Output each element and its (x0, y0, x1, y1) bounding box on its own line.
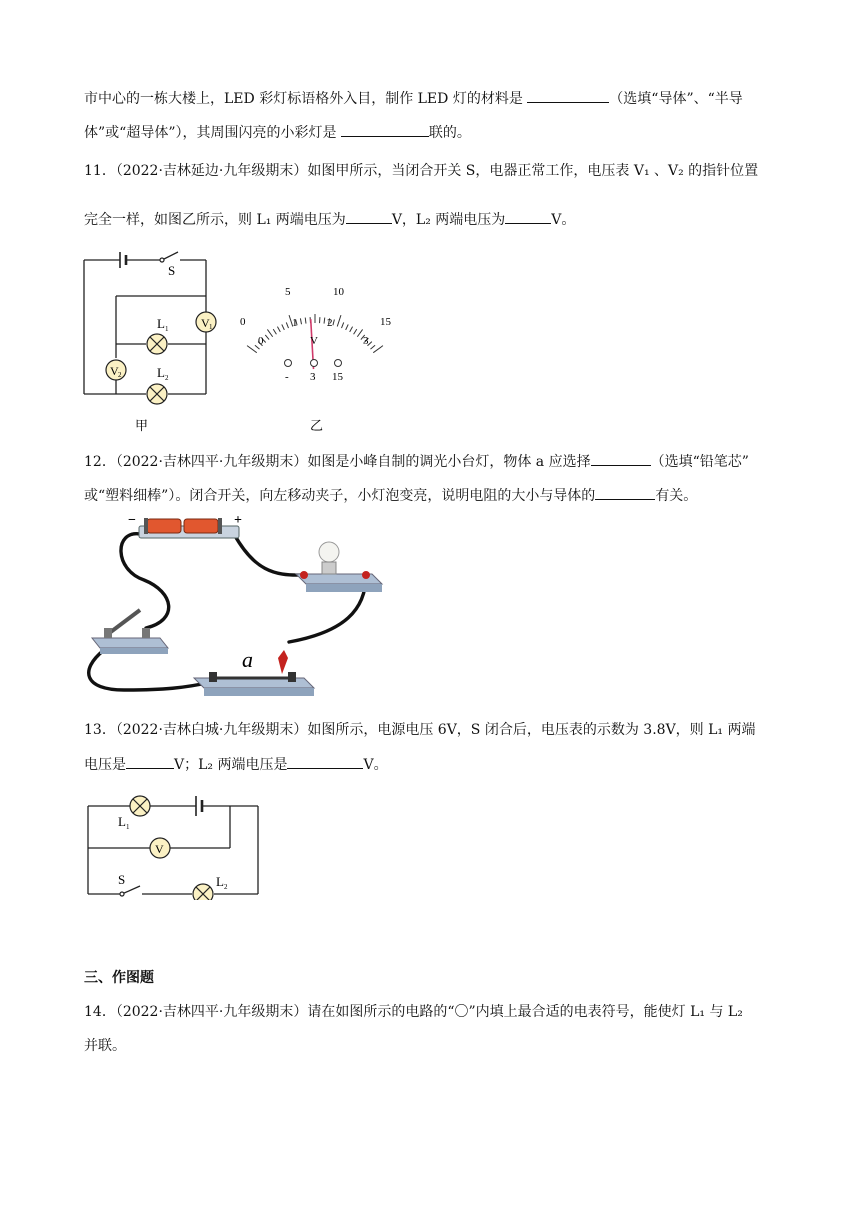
q13-line1 (84, 720, 756, 740)
q14-line2-text: 并联。 (84, 1038, 126, 1054)
fig-b-caption: 乙 (310, 418, 324, 433)
q12-blank-factor (595, 485, 655, 500)
fig-a-caption: 甲 (135, 418, 149, 433)
q10-blank-material (527, 88, 609, 103)
dial-tick (357, 329, 362, 336)
q11-line1-text: 11．（2022·吉林延边·九年级期末）如图甲所示，当闭合开关 S，电器正常工作，电压表 V₁ 、V₂ 的指针位置 (84, 163, 759, 179)
battery-minus-label: − (128, 513, 136, 528)
q14-line1 (84, 1002, 743, 1022)
dial-top-10: 10 (333, 286, 344, 298)
svg-text:L: L (157, 365, 165, 380)
svg-text:L: L (118, 814, 126, 829)
q13-circuit-diagram (84, 790, 264, 900)
q10-line2 (84, 122, 471, 143)
lamp-l1-icon (130, 796, 150, 816)
q13-line2-text-b: V；L₂ 两端电压是 (174, 757, 288, 773)
q11-voltmeter-dial (230, 280, 400, 440)
q11-line2 (84, 209, 575, 230)
dial-tick (273, 329, 276, 334)
terminal-3-label: 3 (310, 371, 316, 383)
dial-top-15: 15 (380, 316, 391, 328)
dial-tick (324, 318, 325, 324)
voltmeter-v2-icon (106, 360, 126, 380)
q12-line1 (84, 451, 749, 472)
lamp-l2-icon (193, 884, 213, 900)
lamp-l1-icon (147, 334, 167, 354)
dial-tick (267, 329, 272, 336)
dial-bottom-3: 3 (363, 335, 369, 347)
q13-line2-text-c: V。 (363, 757, 388, 773)
battery-plus-label: + (234, 513, 242, 528)
q12-line1-text-b: （选填“铅笔芯” (650, 454, 749, 470)
q11-blank-l1-voltage (346, 209, 392, 224)
q12-line1-text-a: 12．（2022·吉林四平·九年级期末）如图是小峰自制的调光小台灯，物体 a 应选择 (84, 454, 591, 470)
q11-line1 (84, 161, 758, 181)
dial-tick (247, 346, 257, 353)
dial-tick (337, 315, 341, 326)
dial-tick (282, 324, 285, 329)
dial-bottom-1: 1 (292, 317, 298, 329)
svg-text:1: 1 (165, 325, 169, 333)
dial-bottom-0: 0 (258, 335, 264, 347)
dial-tick (373, 346, 383, 353)
q10-line1-text-b: （选填“导体”、“半导 (609, 91, 743, 107)
dial-tick (300, 318, 301, 324)
dial-tick (265, 335, 269, 340)
switch-label: S (118, 872, 126, 887)
q12-line2-text-b: 有关。 (655, 488, 698, 504)
dial-tick (286, 322, 288, 328)
svg-text:2: 2 (165, 374, 169, 382)
battery-holder-icon (139, 518, 239, 538)
q12-blank-object (591, 451, 651, 466)
q13-blank-l2 (287, 754, 363, 769)
svg-text:1: 1 (126, 823, 130, 831)
dial-tick (354, 329, 357, 334)
dial-tick (277, 327, 280, 332)
knife-switch-icon (92, 610, 168, 654)
dial-tick (346, 324, 349, 329)
q12-line2-text-a: 或“塑料细棒”）。闭合开关，向左移动夹子，小灯泡变亮，说明电阻的大小与导体的 (84, 488, 596, 504)
terminal-minus-label: - (285, 371, 289, 383)
dial-tick (342, 322, 344, 328)
voltmeter-label: V (155, 842, 164, 856)
terminal-15 (335, 360, 342, 367)
dial-top-5: 5 (285, 286, 291, 298)
terminal-15-label: 15 (332, 371, 343, 383)
q13-line1-text: 13．（2022·吉林白城·九年级期末）如图所示，电源电压 6V，S 闭合后，电压表的示数为 3.8V，则 L₁ 两端 (84, 722, 756, 738)
svg-text:L: L (216, 874, 224, 889)
dial-unit: V (310, 335, 318, 347)
svg-text:2: 2 (224, 883, 228, 891)
q10-line1-text-a: 市中心的一栋大楼上，LED 彩灯标语格外入目，制作 LED 灯的材料是 (84, 91, 528, 107)
svg-text:1: 1 (209, 323, 213, 331)
terminal-minus (285, 360, 292, 367)
section-3-title: 三、作图题 (84, 970, 154, 986)
voltmeter-icon (150, 838, 170, 858)
q10-blank-connection (341, 122, 429, 137)
q11-line2-text-b: V，L₂ 两端电压为 (391, 212, 506, 228)
dial-tick (370, 345, 375, 349)
q11-line2-text-c: V。 (551, 212, 576, 228)
q13-line2 (84, 754, 388, 775)
dial-tick (350, 327, 353, 332)
svg-text:L: L (157, 316, 165, 331)
switch-contact (160, 258, 164, 262)
wire-board-icon (194, 650, 314, 696)
q10-line2-text-b: 联的。 (428, 125, 471, 141)
terminal-3 (311, 360, 318, 367)
object-a-label: a (242, 647, 253, 672)
bulb-icon (296, 542, 382, 592)
q11-blank-l2-voltage (505, 209, 551, 224)
dial-top-0: 0 (240, 316, 246, 328)
lamp-l2-icon (147, 384, 167, 404)
q14-line2 (84, 1036, 126, 1056)
svg-text:V: V (110, 364, 119, 378)
q10-line1 (84, 88, 743, 109)
q11-circuit-diagram (80, 246, 220, 436)
q12-line2 (84, 485, 697, 506)
q13-line2-text-a: 电压是 (84, 757, 126, 773)
q14-line1-text: 14．（2022·吉林四平·九年级期末）请在如图所示的电路的“〇”内填上最合适的电表符号，能使灯 L₁ 与 L₂ (84, 1004, 743, 1020)
dial-tick (305, 318, 306, 324)
q11-line2-text-a: 完全一样，如图乙所示，则 L₁ 两端电压为 (84, 212, 346, 228)
dial-bottom-2: 2 (327, 317, 333, 329)
q12-lamp-apparatus (84, 510, 384, 710)
svg-text:2: 2 (118, 371, 122, 379)
q13-blank-l1 (126, 754, 174, 769)
dial-tick (333, 319, 334, 325)
switch-label: S (168, 263, 176, 278)
q10-line2-text-a: 体”或“超导体”），其周围闪亮的小彩灯是 (84, 125, 341, 141)
voltmeter-v1-icon (196, 312, 216, 332)
voltmeter-v1-label: V (201, 316, 210, 330)
